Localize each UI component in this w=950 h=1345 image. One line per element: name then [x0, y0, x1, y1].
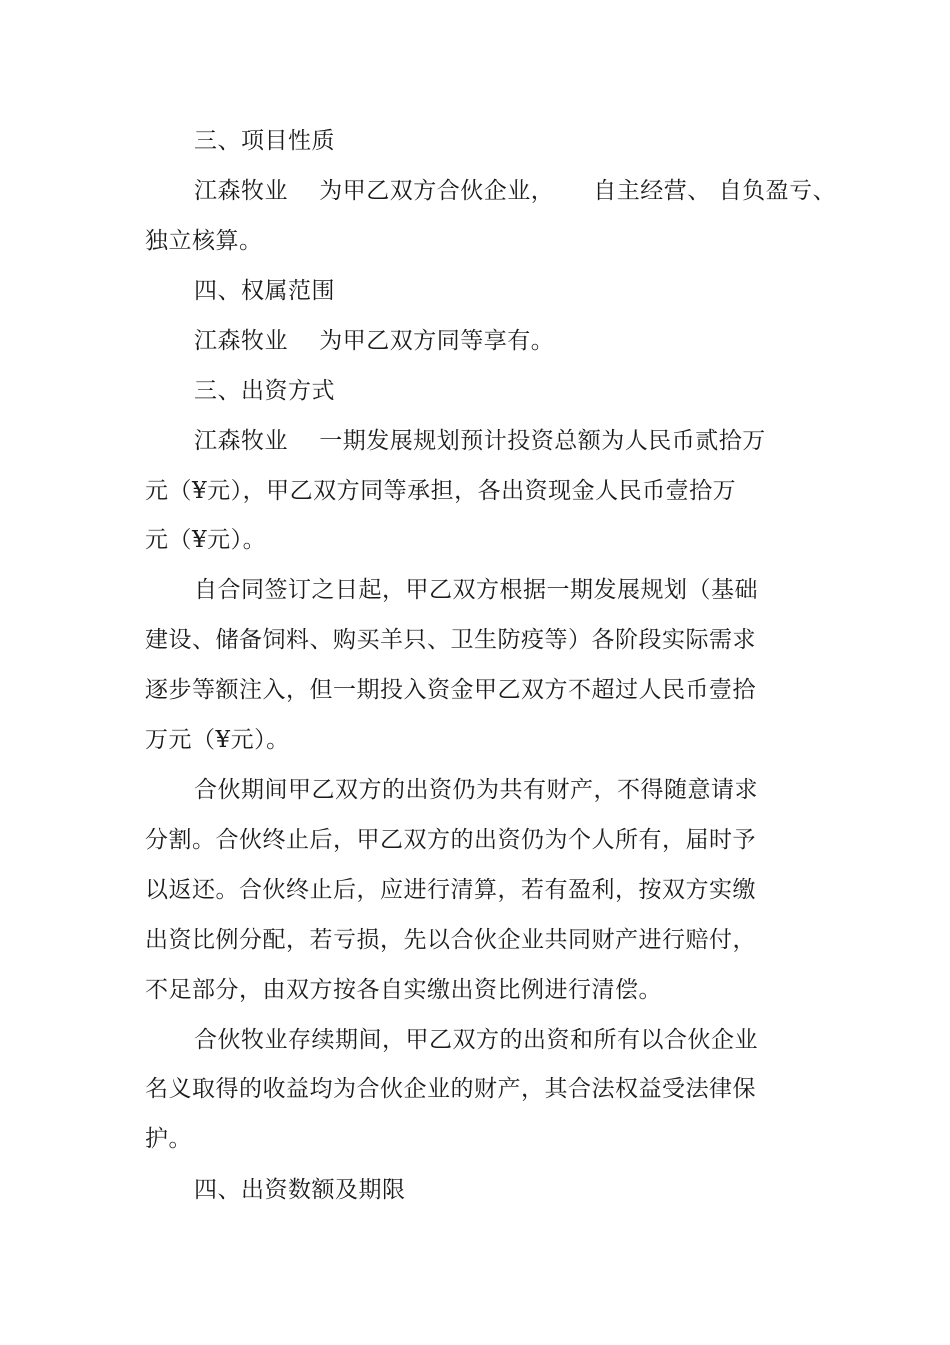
paragraph-line: 江森牧业 为甲乙双方同等享有。 [194, 328, 555, 354]
paragraph-line: 建设、储备饲料、购买羊只、卫生防疫等）各阶段实际需求 [145, 627, 756, 653]
paragraph-line: 江森牧业 为甲乙双方合伙企业， 自主经营、 自负盈亏、 [194, 178, 837, 204]
paragraph-line: 出资比例分配，若亏损，先以合伙企业共同财产进行赔付， [145, 927, 756, 953]
paragraph-line: 逐步等额注入，但一期投入资金甲乙双方不超过人民币壹拾 [145, 677, 756, 703]
paragraph-line: 合伙牧业存续期间，甲乙双方的出资和所有以合伙企业 [194, 1027, 758, 1053]
paragraph-line: 江森牧业 一期发展规划预计投资总额为人民币贰拾万 [194, 428, 766, 454]
paragraph-line: 元（¥元）。 [145, 527, 267, 553]
heading-project-nature: 三、项目性质 [194, 128, 335, 154]
paragraph-line: 合伙期间甲乙双方的出资仍为共有财产，不得随意请求 [194, 777, 758, 803]
paragraph-line: 分割。合伙终止后，甲乙双方的出资仍为个人所有，届时予 [145, 827, 756, 853]
paragraph-line: 名义取得的收益均为合伙企业的财产，其合法权益受法律保 [145, 1076, 756, 1102]
paragraph-line: 不足部分，由双方按各自实缴出资比例进行清偿。 [145, 977, 662, 1003]
paragraph-line: 护。 [145, 1126, 192, 1152]
paragraph-line: 万元（¥元）。 [145, 727, 290, 753]
heading-capital-amount-term: 四、出资数额及期限 [194, 1177, 406, 1203]
paragraph-line: 元（¥元），甲乙双方同等承担，各出资现金人民币壹拾万 [145, 478, 737, 504]
heading-capital-method: 三、出资方式 [194, 378, 335, 404]
paragraph-line: 自合同签订之日起，甲乙双方根据一期发展规划（基础 [194, 577, 758, 603]
paragraph-line: 以返还。合伙终止后，应进行清算，若有盈利，按双方实缴 [145, 877, 756, 903]
heading-ownership-scope: 四、权属范围 [194, 278, 335, 304]
paragraph-line: 独立核算。 [145, 228, 263, 254]
